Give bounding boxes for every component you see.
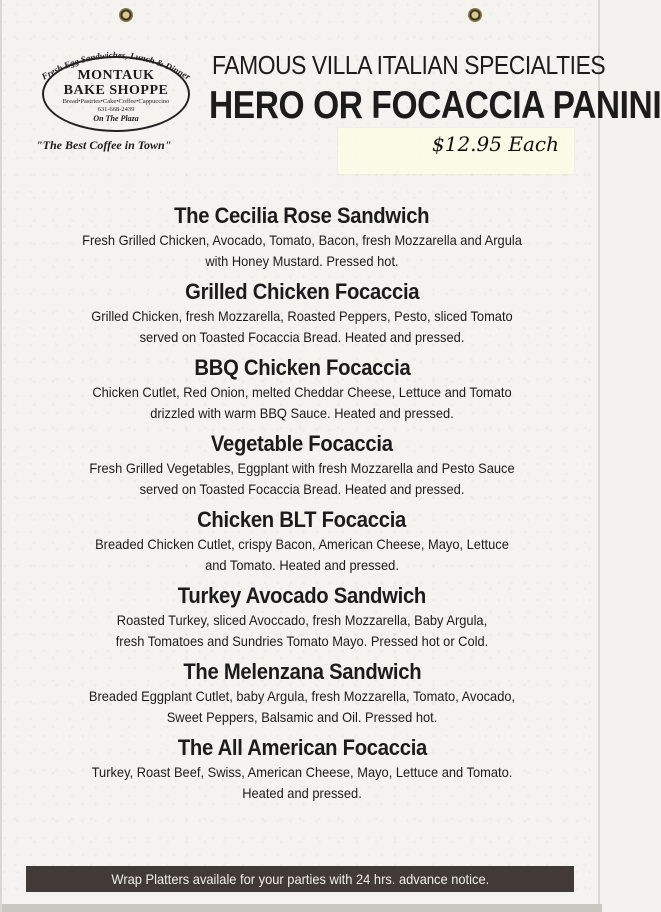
menu-item — [42, 430, 562, 500]
logo-location: On The Plaza — [93, 114, 139, 123]
menu-item-desc: Heated and pressed. — [242, 785, 362, 801]
header-line1: FAMOUS VILLA ITALIAN SPECIALTIES — [212, 50, 606, 80]
footer-notice-banner — [26, 866, 574, 892]
footer-notice-text: Wrap Platters availale for your parties with 24 hrs. advance notice. — [111, 871, 489, 887]
menu-item-name: Grilled Chicken Focaccia — [184, 279, 420, 304]
menu-item-desc: Fresh Grilled Vegetables, Eggplant with fresh Mozzarella and Pesto Sauce — [89, 460, 515, 476]
menu-item — [42, 582, 562, 652]
logo-name-line2: BAKE SHOPPE — [63, 83, 169, 98]
logo-tagline: "The Best Coffee in Town" — [36, 138, 172, 152]
logo-phone: 631-668-2439 — [97, 106, 135, 113]
menu-item-desc: and Tomato. Heated and pressed. — [205, 557, 399, 573]
logo-name-line1: MONTAUK — [77, 68, 155, 83]
menu-item — [42, 202, 562, 272]
menu-item — [42, 506, 562, 576]
menu-list — [42, 202, 562, 804]
menu-item-name: BBQ Chicken Focaccia — [193, 355, 411, 380]
menu-item-desc: served on Toasted Focaccia Bread. Heated and pressed. — [139, 329, 465, 345]
menu-item-desc: Breaded Eggplant Cutlet, baby Argula, fresh Mozzarella, Tomato, Avocado, — [88, 688, 516, 704]
logo-oval — [42, 56, 190, 132]
menu-item-desc: fresh Tomatoes and Sundries Tomato Mayo. Pressed hot or Cold. — [115, 633, 489, 649]
bottom-edge — [2, 904, 602, 912]
menu-item — [42, 354, 562, 424]
menu-item-desc: Fresh Grilled Chicken, Avocado, Tomato, Bacon, fresh Mozzarella and Argula — [82, 232, 522, 248]
menu-item-name: Turkey Avocado Sandwich — [177, 583, 427, 608]
menu-item-name: Vegetable Focaccia — [211, 431, 393, 456]
menu-item-name: The Cecilia Rose Sandwich — [174, 203, 430, 228]
menu-item-desc: served on Toasted Focaccia Bread. Heated and pressed. — [139, 481, 465, 497]
menu-item-desc: Roasted Turkey, sliced Avoccado, fresh Mozzarella, Baby Argula, — [116, 612, 488, 628]
menu-item-desc: with Honey Mustard. Pressed hot. — [205, 253, 399, 269]
bakery-logo — [38, 44, 194, 134]
menu-item-desc: Grilled Chicken, fresh Mozzarella, Roasted Peppers, Pesto, sliced Tomato — [91, 308, 513, 324]
menu-item-desc: Sweet Peppers, Balsamic and Oil. Pressed hot. — [166, 709, 438, 725]
menu-item-desc: Chicken Cutlet, Red Onion, melted Cheddar Cheese, Lettuce and Tomato — [92, 384, 512, 400]
logo-products: Bread•Pastries•Cake•Coffee•Cappuccino — [62, 98, 170, 105]
menu-item-name: The Melenzana Sandwich — [183, 659, 421, 684]
menu-item-desc: Breaded Chicken Cutlet, crispy Bacon, American Cheese, Mayo, Lettuce — [95, 536, 509, 552]
menu-item-name: Chicken BLT Focaccia — [197, 507, 407, 532]
menu-item-name: The All American Focaccia — [177, 735, 427, 760]
price-text: $12.95 Each — [432, 132, 559, 156]
left-grommet-icon — [119, 8, 133, 22]
menu-item-desc: Turkey, Roast Beef, Swiss, American Cheese, Mayo, Lettuce and Tomato. — [91, 764, 513, 780]
menu-item-desc: drizzled with warm BBQ Sauce. Heated and pressed. — [150, 405, 454, 421]
right-grommet-icon — [468, 8, 482, 22]
menu-item — [42, 734, 562, 804]
menu-item — [42, 658, 562, 728]
menu-item — [42, 278, 562, 348]
header-line2: HERO OR FOCACCIA PANINI — [209, 84, 661, 127]
svg-text:Fresh Egg Sandwiches, Lunch &: Fresh Egg Sandwiches, Lunch & Dinner — [39, 49, 193, 82]
